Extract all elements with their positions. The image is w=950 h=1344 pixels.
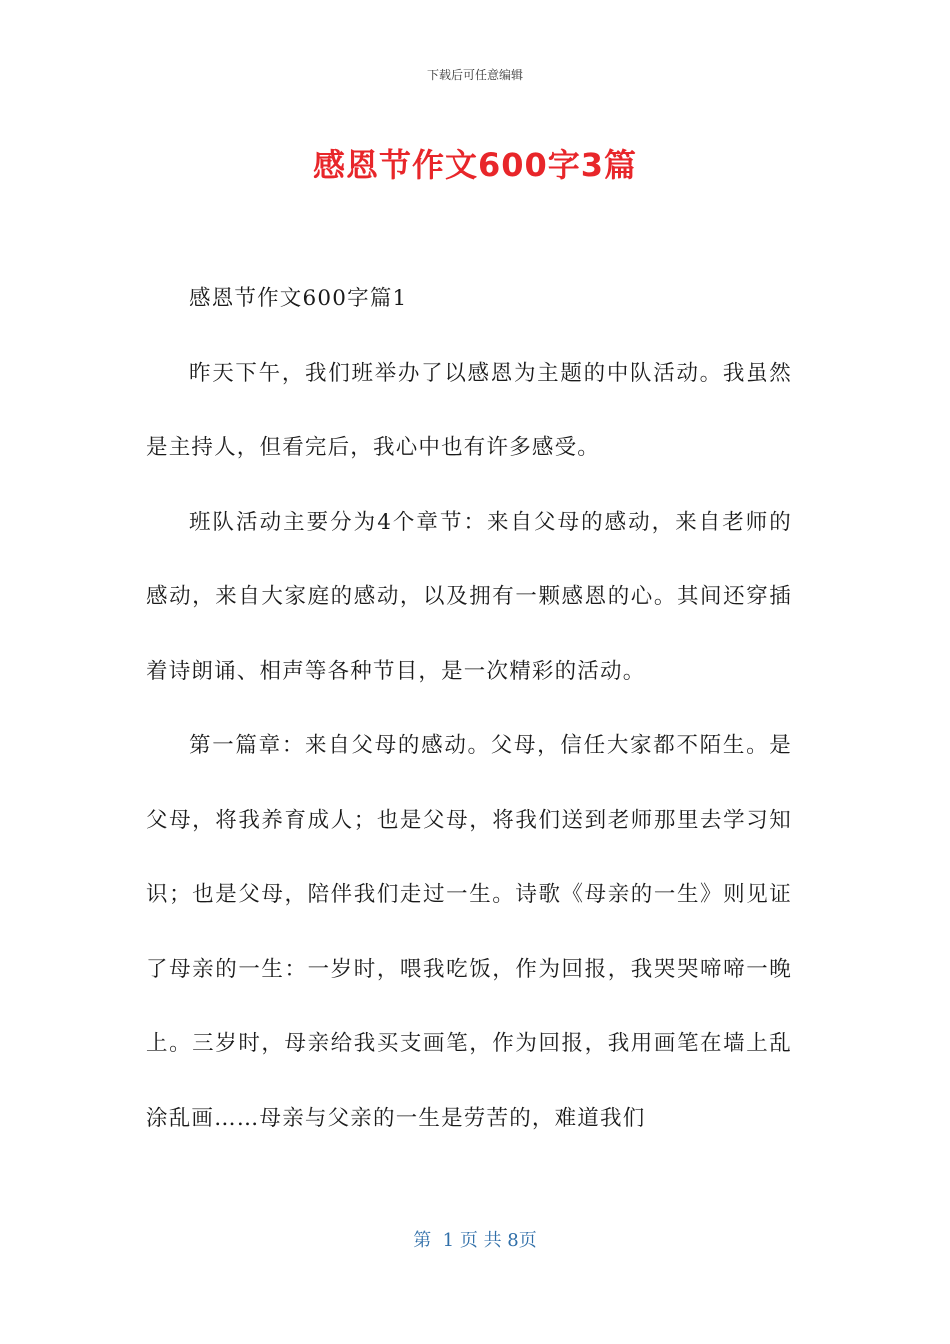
paragraph: 昨天下午，我们班举办了以感恩为主题的中队活动。我虽然是主持人，但看完后，我心中也有许多感受。 (146, 360, 792, 460)
header-note: 下载后可任意编辑 (426, 68, 523, 82)
document-title: 感恩节作文600字3篇 (312, 146, 638, 184)
document-body (146, 262, 792, 1156)
paragraph: 第一篇章：来自父母的感动。父母，信任大家都不陌生。是父母，将我养育成人；也是父母，将我们送到老师那里去学习知识；也是父母，陪伴我们走过一生。诗歌《母亲的一生》则见证了母亲的一生：一岁时，喂我吃饭，作为回报，我哭哭啼啼一晚上。三岁时，母亲给我买支画笔，作为回报，我用画笔在墙上乱涂乱画……母亲与父亲的一生是劳苦的，难道我们 (146, 733, 792, 1131)
paragraph: 班队活动主要分为4个章节：来自父母的感动，来自老师的感动，来自大家庭的感动，以及拥有一颗感恩的心。其间还穿插着诗朗诵、相声等各种节目，是一次精彩的活动。 (146, 509, 792, 684)
section-heading: 感恩节作文600字篇1 (189, 286, 408, 311)
page-number-footer: 第 1 页 共 8页 (413, 1230, 537, 1251)
